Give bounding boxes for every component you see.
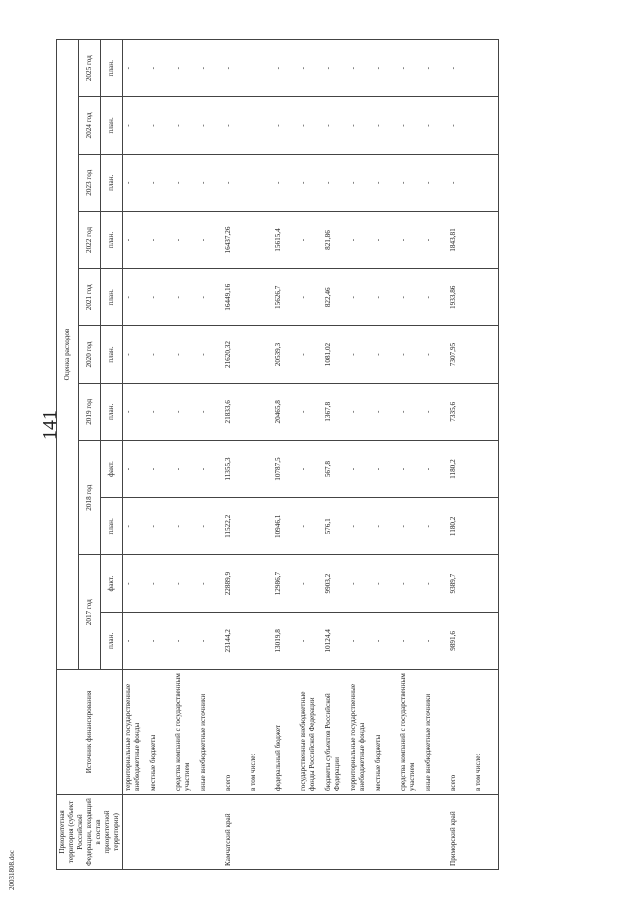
value-cell: -	[173, 440, 198, 497]
value-cell: -	[223, 40, 248, 97]
value-cell: -	[398, 383, 423, 440]
value-cell: -	[148, 154, 173, 211]
value-cell: -	[198, 211, 223, 268]
value-cell: -	[348, 40, 373, 97]
value-cell: -	[323, 97, 348, 154]
header-subcolumn: план.	[101, 211, 123, 268]
value-cell: -	[448, 154, 473, 211]
value-cell: -	[398, 269, 423, 326]
value-cell: 11355,3	[223, 440, 248, 497]
source-cell: местные бюджеты	[373, 670, 398, 795]
table-row	[123, 40, 149, 870]
table-row	[298, 40, 323, 870]
table-row	[473, 40, 499, 870]
territory-cell	[248, 795, 273, 870]
value-cell: 7307,95	[448, 326, 473, 383]
value-cell: -	[298, 269, 323, 326]
value-cell: -	[398, 97, 423, 154]
value-cell: 1180,2	[448, 498, 473, 555]
header-year: 2020 год	[79, 326, 101, 383]
value-cell: -	[398, 211, 423, 268]
territory-cell	[198, 795, 223, 870]
territory-cell	[123, 795, 149, 870]
value-cell	[248, 154, 273, 211]
value-cell	[248, 326, 273, 383]
value-cell: -	[448, 40, 473, 97]
value-cell: -	[223, 154, 248, 211]
table-row	[148, 40, 173, 870]
value-cell: -	[373, 383, 398, 440]
value-cell: -	[323, 154, 348, 211]
value-cell: -	[373, 40, 398, 97]
value-cell: -	[173, 612, 198, 669]
value-cell: -	[373, 498, 398, 555]
value-cell: -	[373, 440, 398, 497]
financing-table	[56, 39, 499, 870]
value-cell: -	[298, 498, 323, 555]
value-cell: -	[423, 97, 448, 154]
table-row	[273, 40, 298, 870]
value-cell: -	[423, 326, 448, 383]
territory-cell	[298, 795, 323, 870]
source-cell: федеральный бюджет	[273, 670, 298, 795]
value-cell: 9389,7	[448, 555, 473, 612]
table-row	[348, 40, 373, 870]
value-cell: -	[148, 440, 173, 497]
value-cell: 576,1	[323, 498, 348, 555]
header-subcolumn: план.	[101, 383, 123, 440]
header-subcolumn: факт.	[101, 440, 123, 497]
table-row	[198, 40, 223, 870]
value-cell: -	[348, 326, 373, 383]
value-cell: -	[423, 211, 448, 268]
value-cell: -	[348, 97, 373, 154]
value-cell: -	[348, 269, 373, 326]
header-year: 2022 год	[79, 211, 101, 268]
value-cell: -	[298, 40, 323, 97]
value-cell: -	[198, 383, 223, 440]
header-subcolumn: план.	[101, 40, 123, 97]
value-cell	[473, 211, 499, 268]
value-cell: -	[423, 612, 448, 669]
value-cell: -	[123, 269, 149, 326]
territory-cell	[273, 795, 298, 870]
value-cell: -	[148, 269, 173, 326]
value-cell: -	[198, 555, 223, 612]
header-year: 2025 год	[79, 40, 101, 97]
value-cell: 11522,2	[223, 498, 248, 555]
value-cell	[473, 40, 499, 97]
value-cell	[473, 154, 499, 211]
value-cell: -	[423, 383, 448, 440]
table-row	[398, 40, 423, 870]
header-subcolumn: план.	[101, 612, 123, 669]
value-cell: -	[398, 326, 423, 383]
territory-cell	[173, 795, 198, 870]
header-year: 2017 год	[79, 555, 101, 670]
value-cell: -	[148, 211, 173, 268]
value-cell: -	[198, 326, 223, 383]
value-cell: -	[423, 498, 448, 555]
header-year: 2021 год	[79, 269, 101, 326]
value-cell: -	[123, 97, 149, 154]
source-cell: средства компаний с государственным участием	[398, 670, 423, 795]
value-cell: 12986,7	[273, 555, 298, 612]
value-cell: -	[148, 555, 173, 612]
value-cell: 16437,26	[223, 211, 248, 268]
value-cell: -	[148, 612, 173, 669]
value-cell: -	[123, 40, 149, 97]
value-cell: 1843,81	[448, 211, 473, 268]
value-cell: -	[348, 154, 373, 211]
value-cell: -	[273, 154, 298, 211]
value-cell	[248, 211, 273, 268]
header-subcolumn: план.	[101, 326, 123, 383]
territory-cell: Камчатский край	[223, 795, 248, 870]
value-cell: -	[198, 40, 223, 97]
value-cell: -	[173, 555, 198, 612]
value-cell: -	[123, 498, 149, 555]
source-cell: всего	[223, 670, 248, 795]
value-cell	[473, 97, 499, 154]
table-row	[373, 40, 398, 870]
value-cell: 10787,5	[273, 440, 298, 497]
source-cell: в том числе:	[248, 670, 273, 795]
value-cell: -	[273, 40, 298, 97]
value-cell: -	[173, 154, 198, 211]
value-cell: 20539,3	[273, 326, 298, 383]
value-cell: 20465,8	[273, 383, 298, 440]
value-cell: -	[448, 97, 473, 154]
value-cell: -	[198, 498, 223, 555]
header-subcolumn: факт.	[101, 555, 123, 612]
value-cell: -	[198, 440, 223, 497]
value-cell: -	[373, 97, 398, 154]
value-cell	[248, 97, 273, 154]
value-cell: -	[123, 440, 149, 497]
header-subcolumn: план.	[101, 154, 123, 211]
value-cell	[473, 498, 499, 555]
value-cell: -	[373, 555, 398, 612]
value-cell: 567,8	[323, 440, 348, 497]
value-cell: -	[123, 383, 149, 440]
value-cell: 10946,1	[273, 498, 298, 555]
value-cell	[473, 326, 499, 383]
territory-cell	[323, 795, 348, 870]
territory-cell	[348, 795, 373, 870]
value-cell: -	[198, 612, 223, 669]
value-cell: -	[298, 555, 323, 612]
value-cell: -	[148, 383, 173, 440]
value-cell	[473, 383, 499, 440]
value-cell: -	[148, 40, 173, 97]
value-cell	[248, 612, 273, 669]
table-row	[223, 40, 248, 870]
source-cell: иные внебюджетные источники	[423, 670, 448, 795]
table-row	[448, 40, 473, 870]
value-cell: -	[348, 612, 373, 669]
value-cell: -	[348, 383, 373, 440]
header-year: 2018 год	[79, 440, 101, 555]
value-cell	[248, 555, 273, 612]
value-cell: 1180,2	[448, 440, 473, 497]
value-cell: -	[173, 383, 198, 440]
source-cell: местные бюджеты	[148, 670, 173, 795]
value-cell	[473, 555, 499, 612]
value-cell: -	[123, 211, 149, 268]
table-row	[248, 40, 273, 870]
value-cell: 1081,02	[323, 326, 348, 383]
value-cell: 9891,6	[448, 612, 473, 669]
value-cell: -	[173, 97, 198, 154]
territory-cell	[148, 795, 173, 870]
value-cell: -	[398, 612, 423, 669]
value-cell: 15626,7	[273, 269, 298, 326]
table-row	[323, 40, 348, 870]
value-cell: -	[373, 326, 398, 383]
value-cell: -	[348, 440, 373, 497]
value-cell: -	[373, 612, 398, 669]
value-cell: -	[423, 269, 448, 326]
header-year: 2019 год	[79, 383, 101, 440]
value-cell: -	[348, 555, 373, 612]
value-cell: -	[148, 498, 173, 555]
value-cell: -	[123, 612, 149, 669]
page-number: 141	[39, 410, 61, 440]
source-cell: иные внебюджетные источники	[198, 670, 223, 795]
value-cell: -	[398, 154, 423, 211]
value-cell: -	[148, 326, 173, 383]
territory-cell	[398, 795, 423, 870]
table-header	[57, 40, 123, 870]
header-territory: Приоритетная территория (субъект Российской Федерации, входящий в состав приоритетной территории)	[57, 795, 123, 870]
value-cell: -	[298, 612, 323, 669]
value-cell: 10124,4	[323, 612, 348, 669]
value-cell	[473, 440, 499, 497]
value-cell: -	[348, 211, 373, 268]
value-cell	[248, 498, 273, 555]
header-subcolumn: план.	[101, 498, 123, 555]
value-cell: -	[348, 498, 373, 555]
value-cell: -	[373, 154, 398, 211]
header-year: 2023 год	[79, 154, 101, 211]
table-body	[123, 40, 499, 870]
value-cell	[248, 440, 273, 497]
territory-cell: Приморский край	[448, 795, 473, 870]
value-cell: 9903,2	[323, 555, 348, 612]
value-cell: 22889,9	[223, 555, 248, 612]
value-cell: -	[373, 211, 398, 268]
value-cell: -	[423, 440, 448, 497]
value-cell: -	[223, 97, 248, 154]
table-row	[423, 40, 448, 870]
value-cell: -	[398, 498, 423, 555]
value-cell: -	[323, 40, 348, 97]
value-cell: -	[398, 440, 423, 497]
value-cell: 16449,16	[223, 269, 248, 326]
value-cell: 15615,4	[273, 211, 298, 268]
value-cell: -	[298, 97, 323, 154]
value-cell: -	[198, 154, 223, 211]
value-cell: 1933,86	[448, 269, 473, 326]
source-cell: территориальные государственные внебюджетные фонды	[348, 670, 373, 795]
source-cell: территориальные государственные внебюджетные фонды	[123, 670, 149, 795]
source-cell: бюджеты субъектов Российской Федерации	[323, 670, 348, 795]
value-cell: -	[148, 97, 173, 154]
value-cell: -	[123, 555, 149, 612]
value-cell: -	[173, 211, 198, 268]
header-year: 2024 год	[79, 97, 101, 154]
value-cell: 13019,8	[273, 612, 298, 669]
value-cell	[473, 269, 499, 326]
value-cell: 7335,6	[448, 383, 473, 440]
value-cell: -	[298, 211, 323, 268]
territory-cell	[423, 795, 448, 870]
value-cell: 821,86	[323, 211, 348, 268]
value-cell	[248, 269, 273, 326]
territory-cell	[473, 795, 499, 870]
value-cell: -	[198, 269, 223, 326]
value-cell: -	[198, 97, 223, 154]
value-cell: -	[298, 383, 323, 440]
value-cell: 21833,6	[223, 383, 248, 440]
value-cell: -	[298, 154, 323, 211]
header-subcolumn: план.	[101, 269, 123, 326]
value-cell: -	[123, 154, 149, 211]
value-cell: -	[173, 269, 198, 326]
value-cell: -	[398, 40, 423, 97]
value-cell: -	[398, 555, 423, 612]
value-cell: -	[173, 498, 198, 555]
source-cell: в том числе:	[473, 670, 499, 795]
header-estimate: Оценка расходов	[57, 40, 79, 670]
rotated-page-content	[56, 40, 631, 870]
value-cell: -	[273, 97, 298, 154]
value-cell: 1367,8	[323, 383, 348, 440]
value-cell: -	[298, 326, 323, 383]
value-cell: 21620,32	[223, 326, 248, 383]
value-cell: -	[423, 154, 448, 211]
table-row	[173, 40, 198, 870]
value-cell: -	[123, 326, 149, 383]
value-cell: -	[423, 40, 448, 97]
value-cell	[248, 383, 273, 440]
header-subcolumn: план.	[101, 97, 123, 154]
header-source: Источник финансирования	[57, 670, 123, 795]
value-cell	[473, 612, 499, 669]
footer-filename: 20031808.doc	[8, 850, 16, 890]
territory-cell	[373, 795, 398, 870]
value-cell: -	[298, 440, 323, 497]
value-cell: 23144,2	[223, 612, 248, 669]
value-cell: -	[373, 269, 398, 326]
value-cell: 822,46	[323, 269, 348, 326]
source-cell: средства компаний с государственным участием	[173, 670, 198, 795]
value-cell: -	[173, 40, 198, 97]
source-cell: всего	[448, 670, 473, 795]
value-cell: -	[173, 326, 198, 383]
source-cell: государственные внебюджетные фонды Российской Федерации	[298, 670, 323, 795]
value-cell: -	[423, 555, 448, 612]
value-cell	[248, 40, 273, 97]
